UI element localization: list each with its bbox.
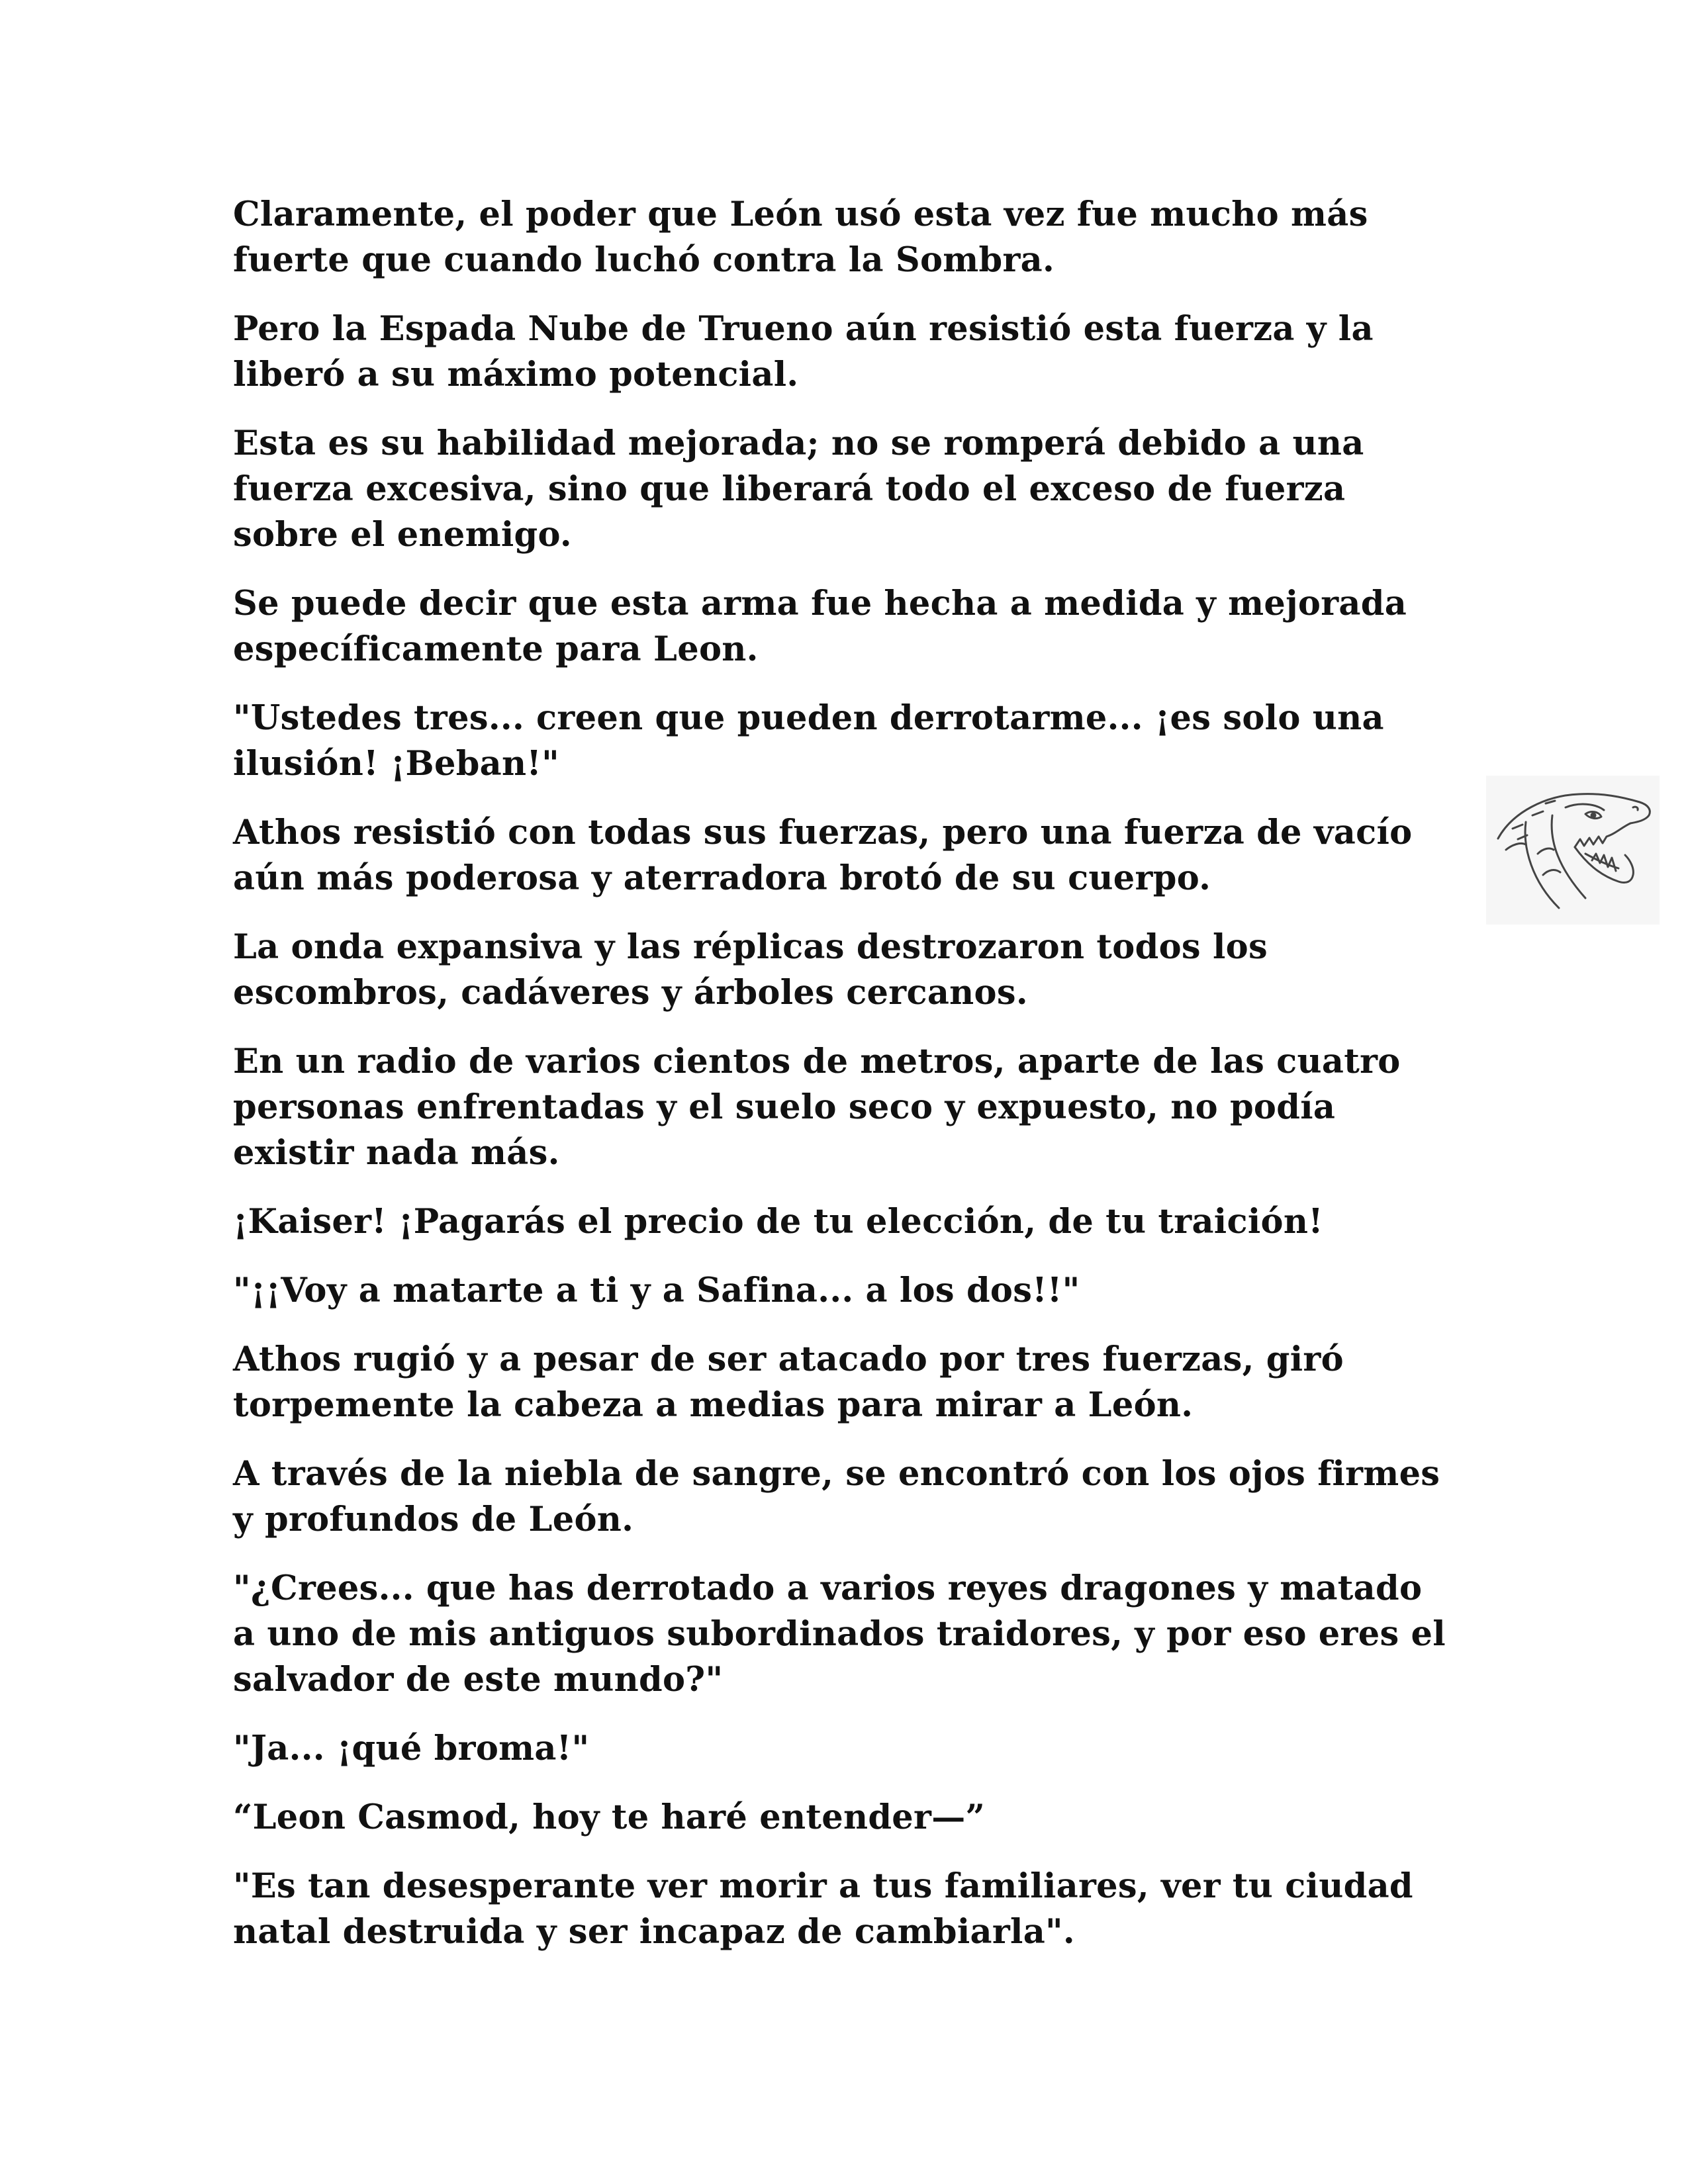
paragraph-7: La onda expansiva y las réplicas destrozaron todos los escombros, cadáveres y árboles cercanos. xyxy=(233,927,1268,1013)
paragraph-14: "Ja... ¡qué broma!" xyxy=(233,1729,590,1768)
paragraph-11: Athos rugió y a pesar de ser atacado por tres fuerzas, giró torpemente la cabeza a medias para mirar a León. xyxy=(233,1340,1344,1425)
paragraph-13: "¿Crees... que has derrotado a varios reyes dragones y matado a uno de mis antiguos subordinados traidores, y por eso eres el salvador de este mundo?" xyxy=(233,1569,1446,1700)
paragraph-6: Athos resistió con todas sus fuerzas, pero una fuerza de vacío aún más poderosa y aterradora brotó de su cuerpo. xyxy=(233,813,1413,898)
paragraph-9: ¡Kaiser! ¡Pagarás el precio de tu elección, de tu traición! xyxy=(233,1202,1323,1242)
text-body xyxy=(233,192,1464,1978)
paragraph-15: “Leon Casmod, hoy te haré entender—” xyxy=(233,1797,986,1837)
dinosaur-head-sketch-icon xyxy=(1486,776,1660,925)
paragraph-12: A través de la niebla de sangre, se encontró con los ojos firmes y profundos de León. xyxy=(233,1454,1440,1539)
paragraph-8: En un radio de varios cientos de metros, aparte de las cuatro personas enfrentadas y el suelo seco y expuesto, no podía existir nada más. xyxy=(233,1042,1401,1173)
paragraph-10: "¡¡Voy a matarte a ti y a Safina... a los dos!!" xyxy=(233,1271,1080,1310)
paragraph-4: Se puede decir que esta arma fue hecha a medida y mejorada específicamente para Leon. xyxy=(233,584,1407,669)
paragraph-3: Esta es su habilidad mejorada; no se romperá debido a una fuerza excesiva, sino que liberará todo el exceso de fuerza sobre el enemigo. xyxy=(233,424,1364,555)
paragraph-5: "Ustedes tres... creen que pueden derrotarme... ¡es solo una ilusión! ¡Beban!" xyxy=(233,698,1384,784)
paragraph-2: Pero la Espada Nube de Trueno aún resistió esta fuerza y la liberó a su máximo potencial. xyxy=(233,309,1374,394)
paragraph-1: Claramente, el poder que León usó esta vez fue mucho más fuerte que cuando luchó contra la Sombra. xyxy=(233,195,1368,280)
paragraph-16: "Es tan desesperante ver morir a tus familiares, ver tu ciudad natal destruida y ser incapaz de cambiarla". xyxy=(233,1866,1413,1952)
